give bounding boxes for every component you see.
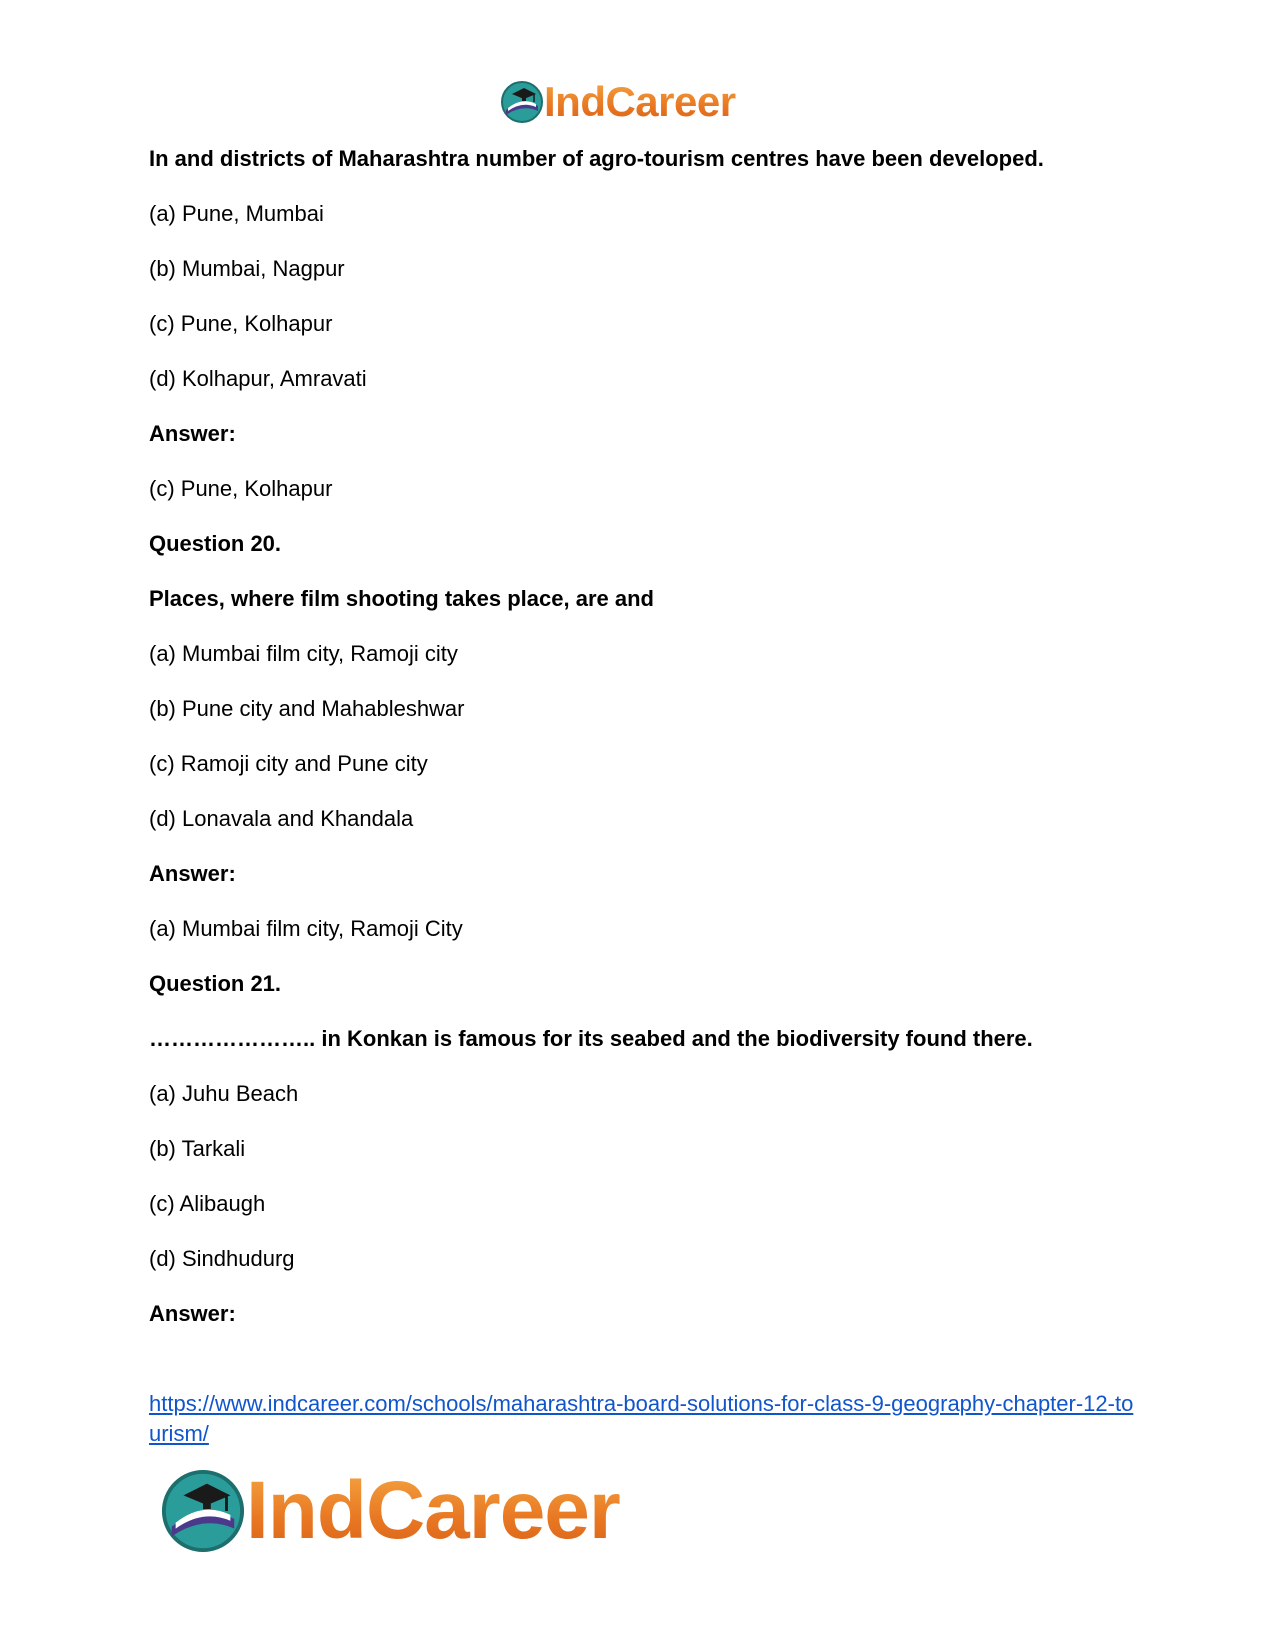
text-line: (a) Mumbai film city, Ramoji City [149, 916, 463, 941]
bold-text-line: Question 20. [149, 531, 282, 556]
bold-text-line: Answer: [149, 1301, 236, 1326]
text-line: (a) Mumbai film city, Ramoji city [149, 641, 458, 666]
bold-text-line: In and districts of Maharashtra number of agro-tourism centres have been developed. [149, 146, 1044, 171]
document-body [149, 144, 1139, 1354]
graduation-book-globe-icon [160, 1468, 246, 1554]
logo-wordmark: IndCareer [544, 78, 736, 125]
text-line: (d) Lonavala and Khandala [149, 806, 414, 831]
source-url-link[interactable]: https://www.indcareer.com/schools/maharashtra-board-solutions-for-class-9-geography-chapter-12-tourism/ [149, 1391, 1134, 1446]
logo-wordmark: IndCareer [246, 1465, 620, 1556]
text-line: (d) Kolhapur, Amravati [149, 366, 367, 391]
bold-text-line: Question 21. [149, 971, 282, 996]
text-line: (c) Pune, Kolhapur [149, 311, 333, 336]
text-line: (b) Mumbai, Nagpur [149, 256, 345, 281]
header-logo [500, 78, 736, 126]
footer-logo [160, 1466, 620, 1556]
bold-text-line: Places, where film shooting takes place, are and [149, 586, 654, 611]
text-line: (c) Pune, Kolhapur [149, 476, 333, 501]
graduation-book-globe-icon [500, 80, 544, 124]
bold-text-line: Answer: [149, 421, 236, 446]
bold-text-line: Answer: [149, 861, 236, 886]
text-line: (b) Tarkali [149, 1136, 246, 1161]
text-line: (a) Pune, Mumbai [149, 201, 324, 226]
text-line: (a) Juhu Beach [149, 1081, 299, 1106]
text-line: (c) Ramoji city and Pune city [149, 751, 428, 776]
text-line: (c) Alibaugh [149, 1191, 266, 1216]
text-line: (b) Pune city and Mahableshwar [149, 696, 465, 721]
bold-text-line: ………………….. in Konkan is famous for its seabed and the biodiversity found there. [149, 1026, 1033, 1051]
text-line: (d) Sindhudurg [149, 1246, 295, 1271]
